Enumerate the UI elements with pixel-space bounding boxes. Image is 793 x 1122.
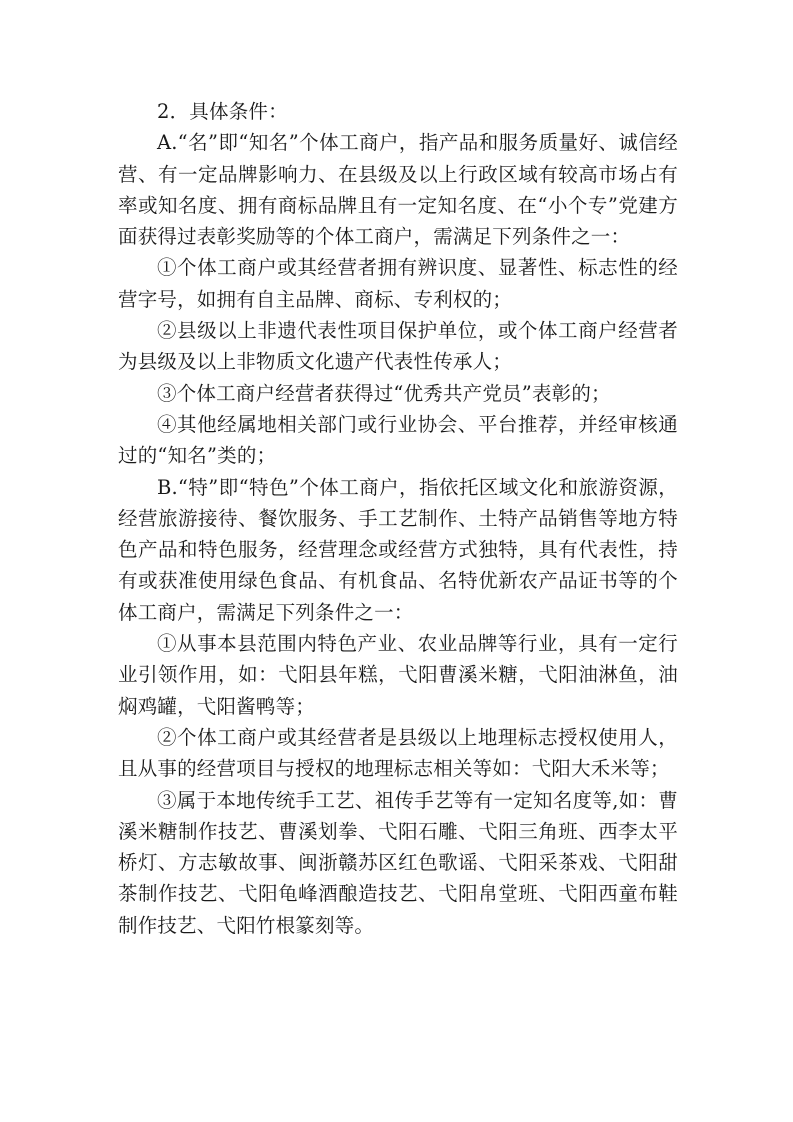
document-body	[118, 96, 678, 941]
section-heading: 2．具体条件：	[157, 100, 288, 123]
category-b-paragraph: B.“特”即“特色”个体工商户，指依托区域文化和旅游资源，经营旅游接待、餐饮服务、手工艺制作、土特产品销售等地方特色产品和特色服务，经营理念或经营方式独特，具有代表性，持有或获准使用绿色食品、有机食品、名特优新农产品证书等的个体工商户，需满足下列条件之一：	[118, 475, 678, 624]
category-a-condition-3: ③个体工商户经营者获得过“优秀共产党员”表彰的；	[157, 381, 611, 405]
category-a-condition-2: ②县级以上非遗代表性项目保护单位，或个体工商户经营者为县级及以上非物质文化遗产代表性传承人；	[118, 319, 678, 374]
category-a-condition-4: ④其他经属地相关部门或行业协会、平台推荐，并经审核通过的“知名”类的；	[118, 412, 678, 468]
category-b-condition-3: ③属于本地传统手工艺、祖传手艺等有一定知名度等,如：曹溪米糖制作技艺、曹溪划拳、弋阳石雕、弋阳三角班、西李太平桥灯、方志敏故事、闽浙赣苏区红色歌谣、弋阳采茶戏、弋阳甜茶制作技艺、弋阳龟峰酒酿造技艺、弋阳帛堂班、弋阳西童布鞋制作技艺、弋阳竹根篆刻等。	[118, 788, 678, 937]
category-a-paragraph: A.“名”即“知名”个体工商户，指产品和服务质量好、诚信经营、有一定品牌影响力、在县级及以上行政区域有较高市场占有率或知名度、拥有商标品牌且有一定知名度、在“小个专”党建方面获得过表彰奖励等的个体工商户，需满足下列条件之一：	[118, 131, 678, 249]
category-a-condition-1: ①个体工商户或其经营者拥有辨识度、显著性、标志性的经营字号，如拥有自主品牌、商标、专利权的；	[118, 256, 678, 311]
category-b-condition-2: ②个体工商户或其经营者是县级以上地理标志授权使用人，且从事的经营项目与授权的地理标志相关等如：弋阳大禾米等；	[118, 725, 678, 781]
category-b-condition-1: ①从事本县范围内特色产业、农业品牌等行业，具有一定行业引领作用，如：弋阳县年糕，弋阳曹溪米糖，弋阳油淋鱼，油焖鸡罐，弋阳酱鸭等；	[118, 632, 678, 718]
